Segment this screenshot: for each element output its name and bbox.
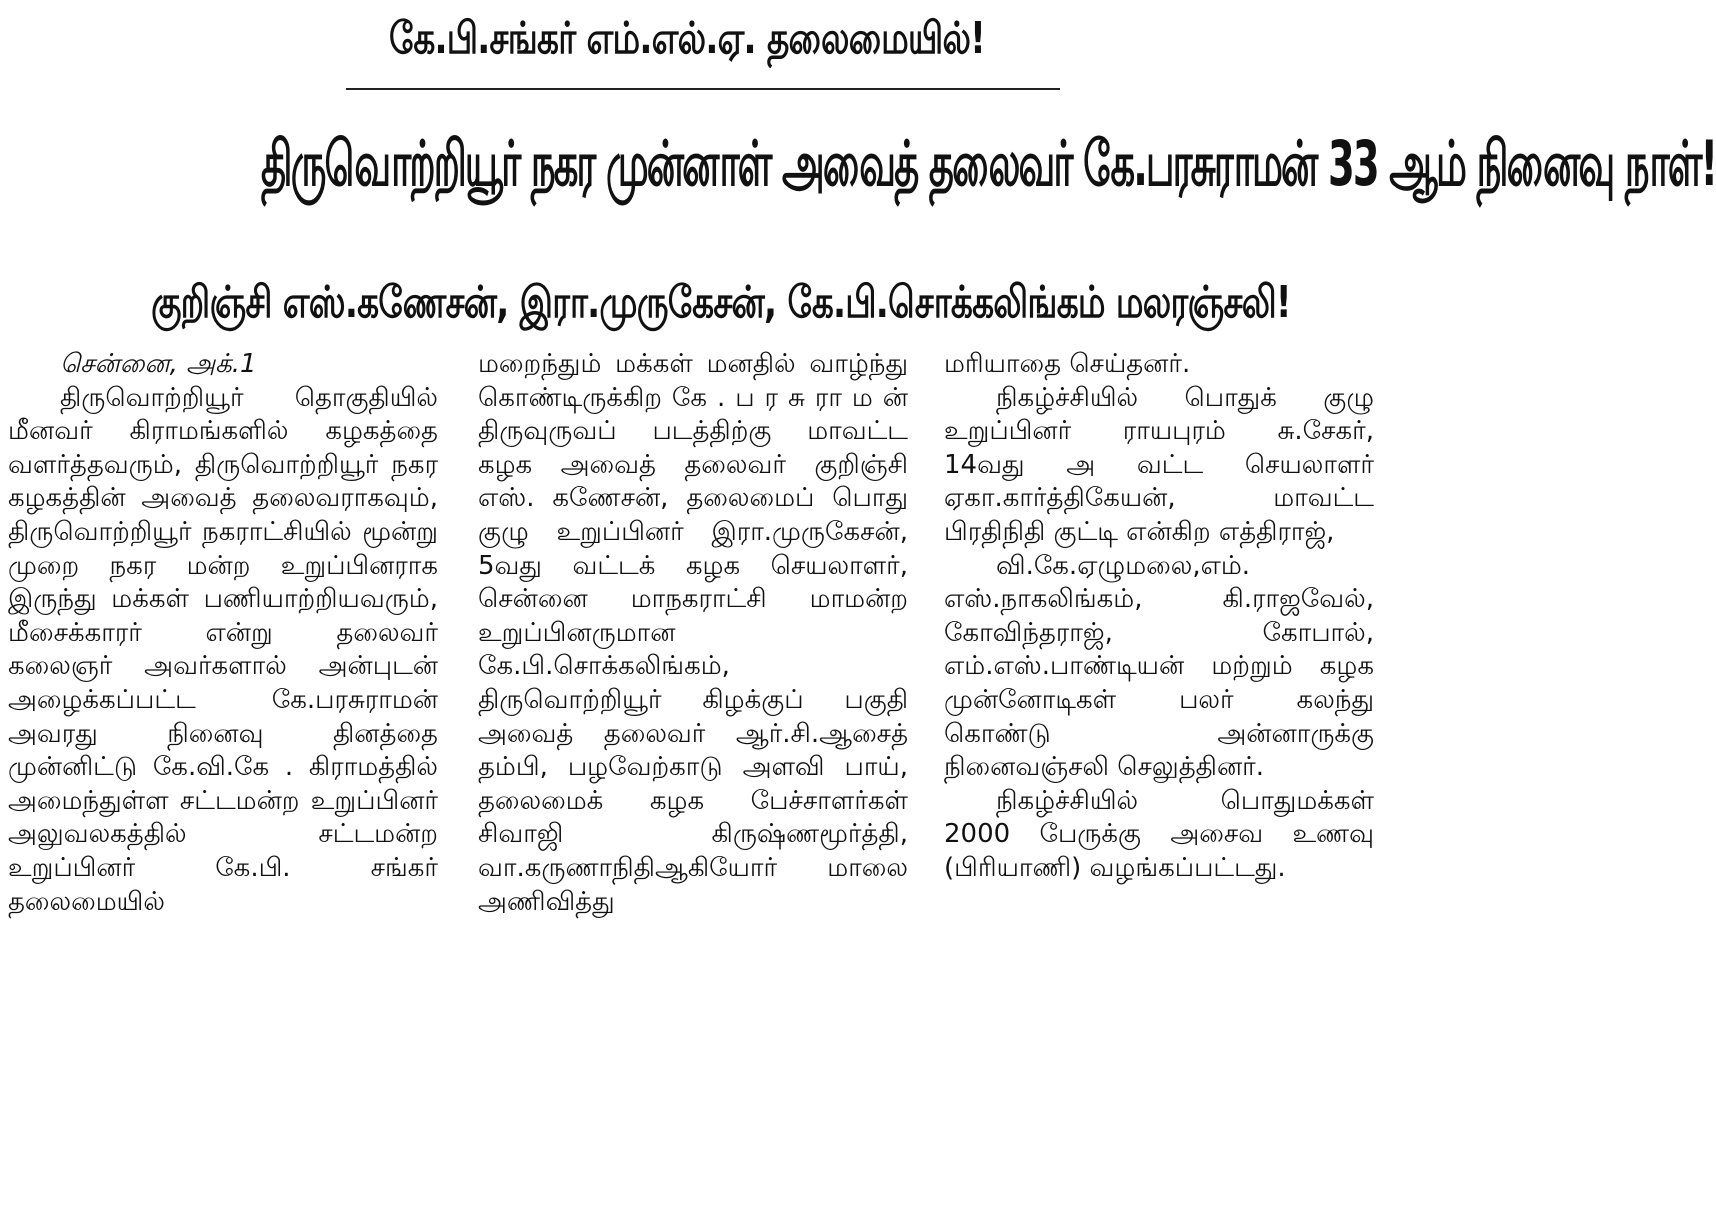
article-paragraph: மறைந்தும் மக்கள் மனதில் வாழ்ந்து கொண்டிருக்கிற கே . ப ர சு ரா ம ன் திருவுருவப் படத்திற்கு மாவட்ட கழக அவைத் தலைவர் குறிஞ்சி எஸ். கணேசன், தலைமைப் பொது குழு உறுப்பினர் இரா.முருகேசன், 5வது வட்டக் கழக செயலாளர், சென்னை மாநகராட்சி மாமன்ற உறுப்பினருமான கே.பி.சொக்கலிங்கம், திருவொற்றியூர் கிழக்குப் பகுதி அவைத் தலைவர் ஆர்.சி.ஆசைத் தம்பி, பழவேற்காடு அளவி பாய், தலைமைக் கழக பேச்சாளர்கள் சிவாஜி கிருஷ்ணமூர்த்தி, வா.கருணாநிதிஆகியோர் மாலை அணிவித்து <box>478 349 908 917</box>
article-paragraph: திருவொற்றியூர் தொகுதியில் மீனவர் கிராமங்களில் கழகத்தை வளர்த்தவரும், திருவொற்றியூர் நகர கழகத்தின் அவைத் தலைவராகவும், திருவொற்றியூர் நகராட்சியில் மூன்று முறை நகர மன்ற உறுப்பினராக இருந்து மக்கள் பணியாற்றியவரும், மீசைக்காரர் என்று தலைவர் கலைஞர் அவர்களால் அன்புடன் அழைக்கப்பட்ட கே.பரசுராமன் அவரது நினைவு தினத்தை முன்னிட்டு கே.வி.கே . கிராமத்தில் அமைந்துள்ள சட்டமன்ற உறுப்பினர் அலுவலகத்தில் சட்டமன்ற உறுப்பினர் கே.பி. சங்கர் தலைமையில் <box>8 382 438 917</box>
kicker-headline: கே.பி.சங்கர் எம்.எல்.ஏ. தலைமையில்! <box>388 13 986 64</box>
article-paragraph: நிகழ்ச்சியில் பொதுமக்கள் 2000 பேருக்கு அசைவ உணவு (பிரியாணி) வழங்கப்பட்டது. <box>944 785 1374 883</box>
headline-rule <box>346 88 1060 90</box>
article-paragraph: மரியாதை செய்தனர். <box>944 349 1191 379</box>
sub-headline: குறிஞ்சி எஸ்.கணேசன், இரா.முருகேசன், கே.பி.சொக்கலிங்கம் மலரஞ்சலி! <box>151 277 1291 328</box>
article-column-3 <box>944 348 1374 886</box>
article-paragraph: வி.கே.ஏழுமலை,எம். எஸ்.நாகலிங்கம், கி.ராஜவேல், கோவிந்தராஜ், கோபால், எம்.எஸ்.பாண்டியன் மற்றும் கழக முன்னோடிகள் பலர் கலந்து கொண்டு அன்னாருக்கு நினைவஞ்சலி செலுத்தினர். <box>944 550 1374 783</box>
main-headline: திருவொற்றியூர் நகர முன்னாள் அவைத் தலைவர் கே.பரசுராமன் 33 ஆம் நினைவு நாள்! <box>261 127 1716 200</box>
article-paragraph: நிகழ்ச்சியில் பொதுக் குழு உறுப்பினர் ராயபுரம் சு.சேகர், 14வது அ வட்ட செயலாளர் ஏகா.கார்த்திகேயன், மாவட்ட பிரதிநிதி குட்டி என்கிற எத்திராஜ், <box>944 382 1374 547</box>
article-column-2 <box>478 348 908 919</box>
dateline: சென்னை, அக்.1 <box>60 349 257 379</box>
article-column-1 <box>8 348 438 919</box>
